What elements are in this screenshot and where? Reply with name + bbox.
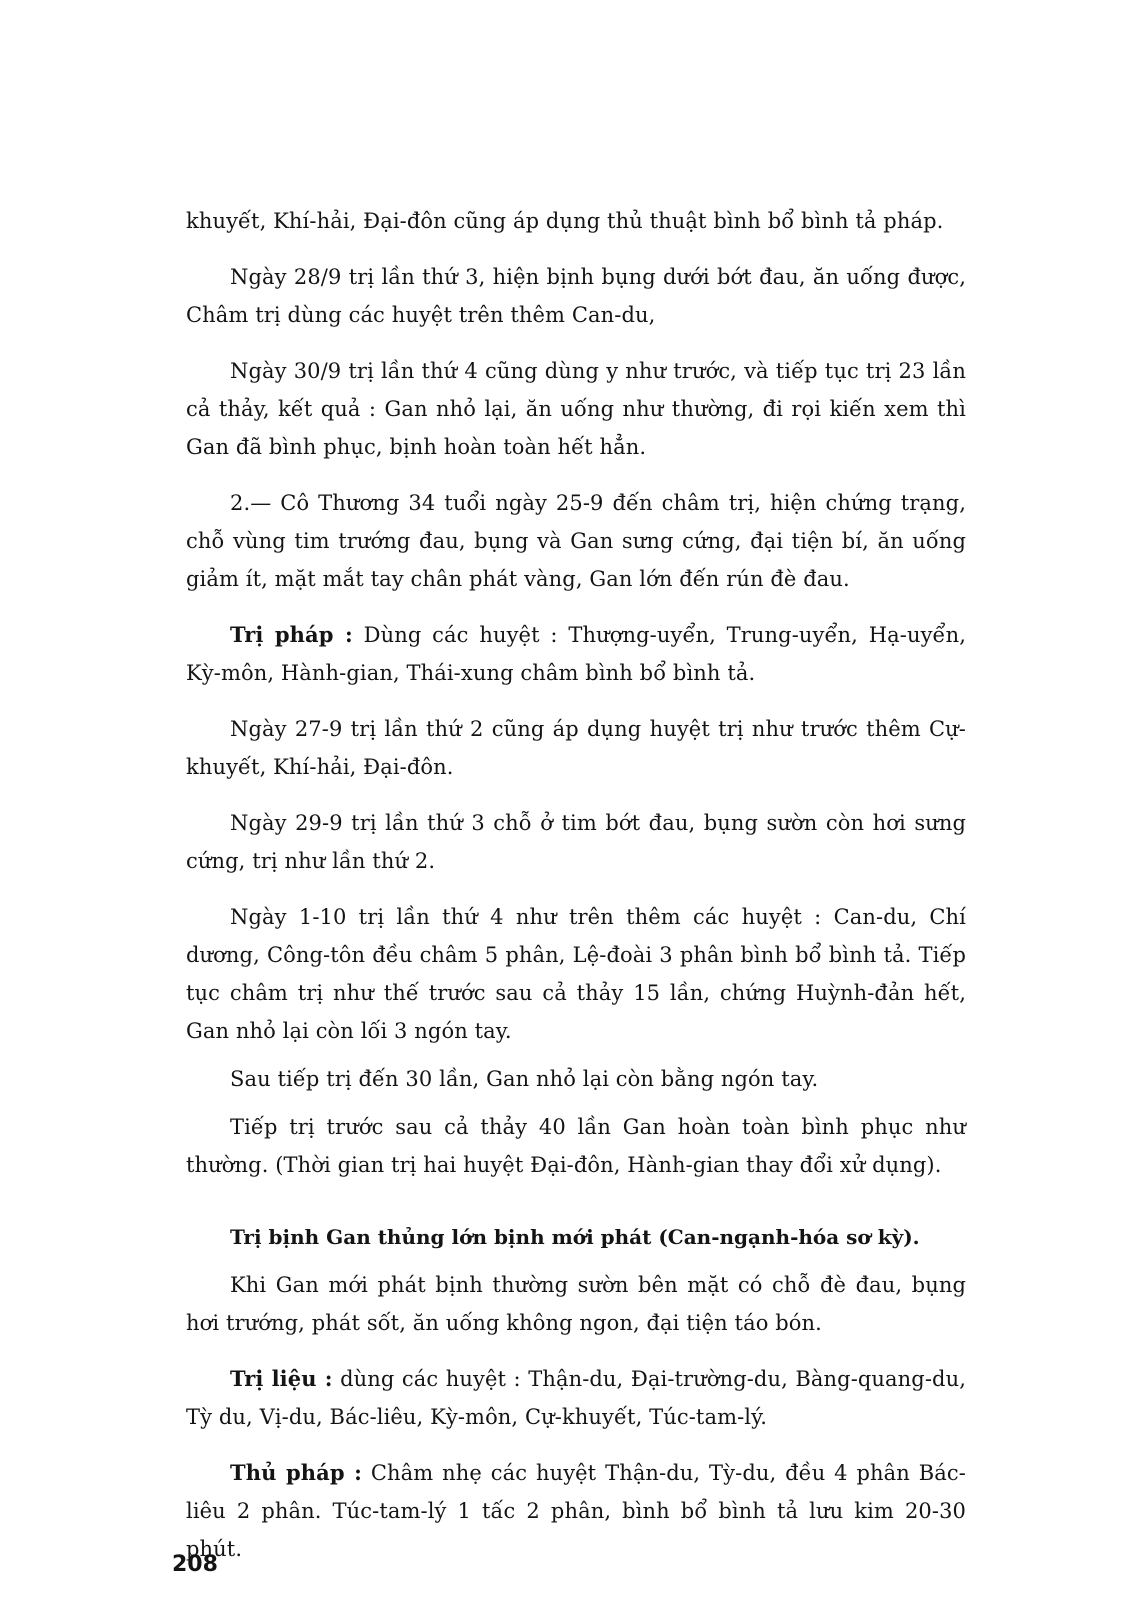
paragraph-day-28: Ngày 28/9 trị lần thứ 3, hiện bịnh bụng dưới bớt đau, ăn uống được, Châm trị dùng các huyệt trên thêm Can-du, bbox=[186, 265, 966, 327]
paragraph-continuation: khuyết, Khí-hải, Đại-đôn cũng áp dụng thủ thuật bình bổ bình tả pháp. bbox=[186, 209, 944, 233]
tri-lieu-label: Trị liệu : bbox=[230, 1366, 333, 1391]
body-text bbox=[186, 202, 966, 1568]
tri-phap-text: Dùng các huyệt : Thượng-uyển, Trung-uyển, Hạ-uyển, Kỳ-môn, Hành-gian, Thái-xung châm bình bổ bình tả. bbox=[186, 623, 966, 685]
section-heading: Trị bịnh Gan thủng lớn bịnh mới phát (Can-ngạnh-hóa sơ kỳ). bbox=[230, 1225, 920, 1249]
paragraph-tri-phap bbox=[186, 616, 966, 692]
tri-lieu-text: dùng các huyệt : Thận-du, Đại-trường-du, Bàng-quang-du, Tỳ du, Vị-du, Bác-liêu, Kỳ-môn, Cự-khuyết, Túc-tam-lý. bbox=[186, 1367, 966, 1429]
paragraph-day-30: Ngày 30/9 trị lần thứ 4 cũng dùng y như trước, và tiếp tục trị 23 lần cả thảy, kết quả : Gan nhỏ lại, ăn uống như thường, đi rọi kiến xem thì Gan đã bình phục, bịnh hoàn toàn hết hẳn. bbox=[186, 359, 966, 459]
paragraph-day-29: Ngày 29-9 trị lần thứ 3 chỗ ở tim bớt đau, bụng sườn còn hơi sưng cứng, trị như lần thứ 2. bbox=[186, 811, 966, 873]
paragraph-30-times: Sau tiếp trị đến 30 lần, Gan nhỏ lại còn bằng ngón tay. bbox=[230, 1067, 819, 1091]
paragraph-tri-lieu bbox=[186, 1360, 966, 1436]
tri-phap-label: Trị pháp : bbox=[230, 622, 353, 647]
paragraph-day-27: Ngày 27-9 trị lần thứ 2 cũng áp dụng huyệt trị như trước thêm Cự-khuyết, Khí-hải, Đại-đôn. bbox=[186, 717, 966, 779]
paragraph-day-1-10: Ngày 1-10 trị lần thứ 4 như trên thêm các huyệt : Can-du, Chí dương, Công-tôn đều châm 5 phân, Lệ-đoài 3 phân bình bổ bình tả. Tiếp tục châm trị như thế trước sau cả thảy 15 lần, chứng Huỳnh-đản hết, Gan nhỏ lại còn lối 3 ngón tay. bbox=[186, 905, 966, 1043]
paragraph-symptoms: Khi Gan mới phát bịnh thường sườn bên mặt có chỗ đè đau, bụng hơi trướng, phát sốt, ăn uống không ngon, đại tiện táo bón. bbox=[186, 1273, 966, 1335]
paragraph-40-times: Tiếp trị trước sau cả thảy 40 lần Gan hoàn toàn bình phục như thường. (Thời gian trị hai huyệt Đại-đôn, Hành-gian thay đổi xử dụng). bbox=[186, 1115, 966, 1177]
paragraph-case-2: 2.— Cô Thương 34 tuổi ngày 25-9 đến châm trị, hiện chứng trạng, chỗ vùng tim trướng đau, bụng và Gan sưng cứng, đại tiện bí, ăn uống giảm ít, mặt mắt tay chân phát vàng, Gan lớn đến rún đè đau. bbox=[186, 491, 966, 591]
thu-phap-label: Thủ pháp : bbox=[230, 1460, 362, 1485]
paragraph-thu-phap bbox=[186, 1454, 966, 1568]
thu-phap-text: Châm nhẹ các huyệt Thận-du, Tỳ-du, đều 4 phân Bác-liêu 2 phân. Túc-tam-lý 1 tấc 2 phân, bình bổ bình tả lưu kim 20-30 phút. bbox=[186, 1461, 966, 1561]
page-number: 208 bbox=[172, 1552, 218, 1577]
